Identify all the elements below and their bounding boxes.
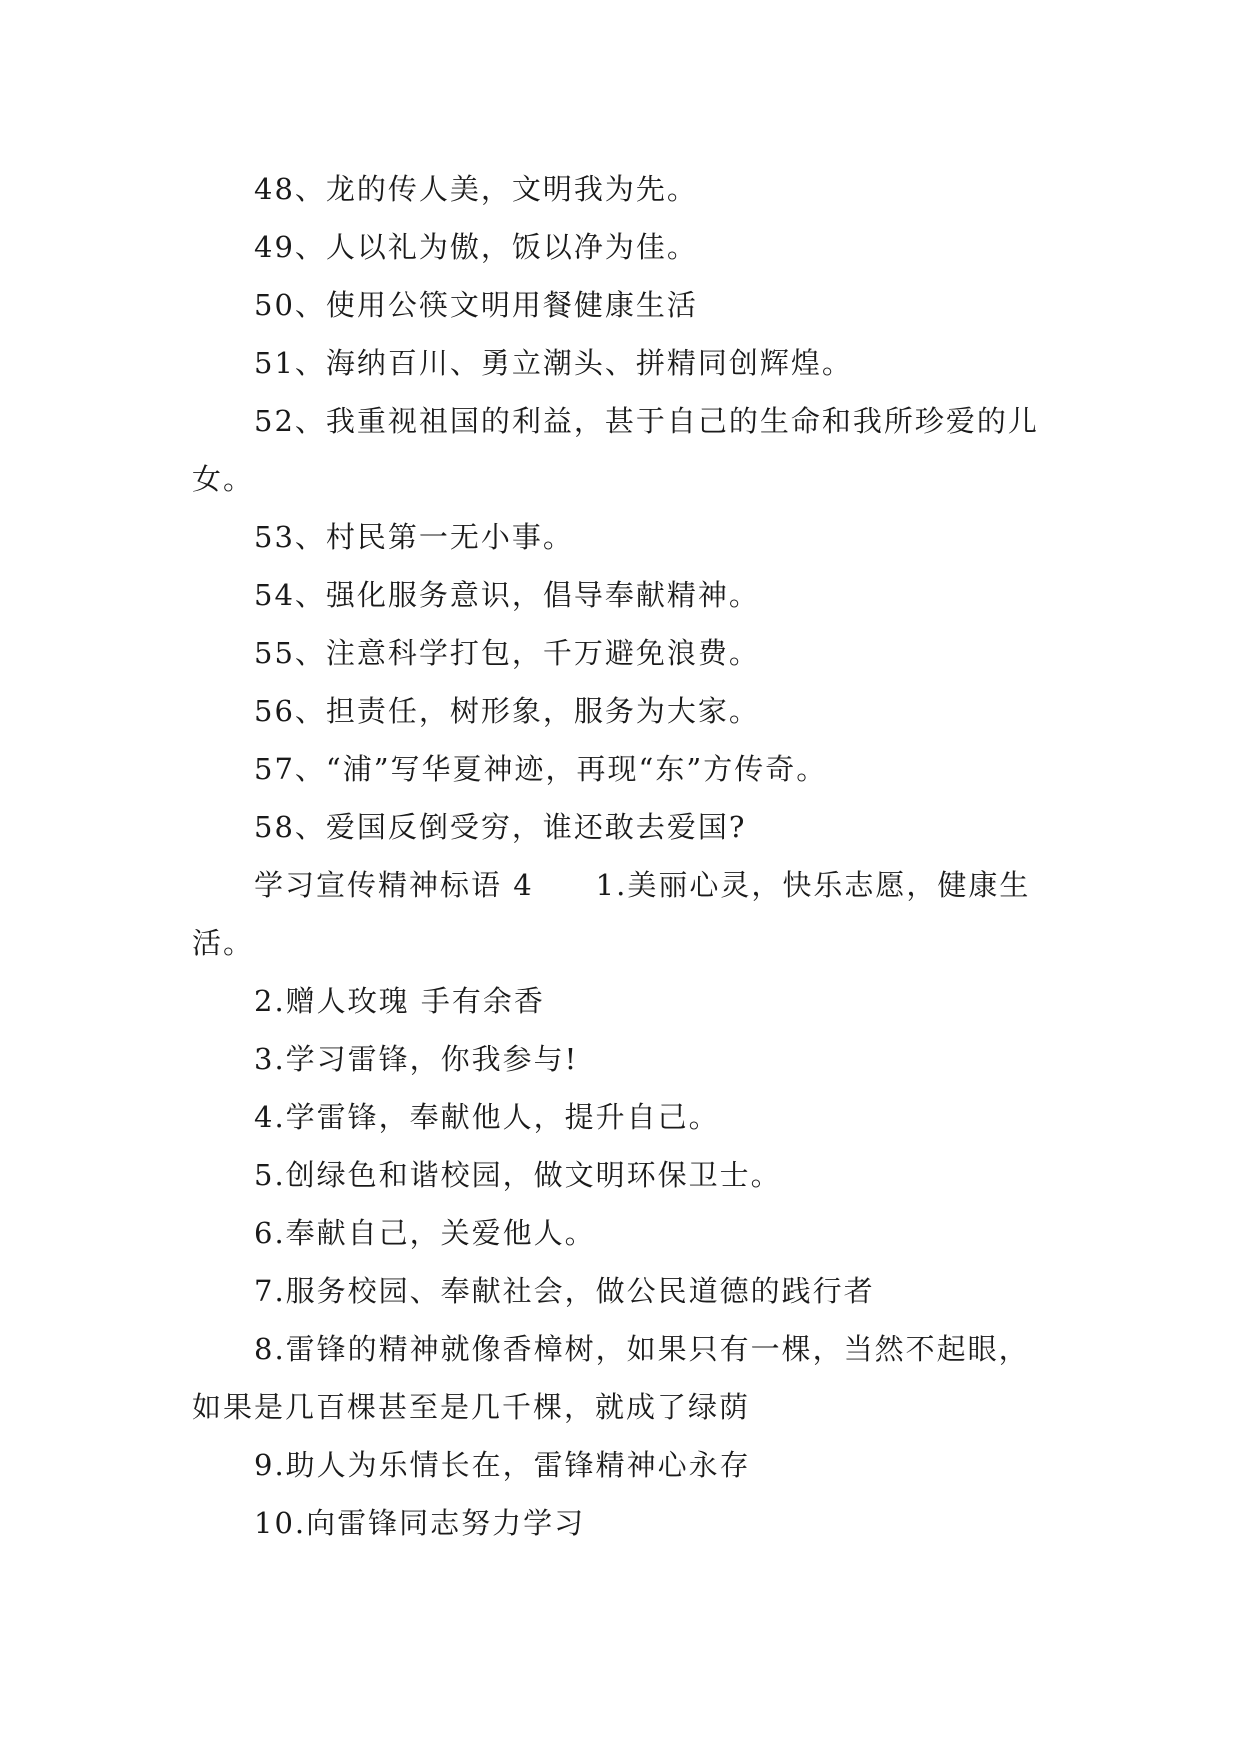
slogan-55: 55、注意科学打包，千万避免浪费。 — [254, 636, 760, 670]
slogan-52: 52、我重视祖国的利益，甚于自己的生命和我所珍爱的儿女。 — [192, 404, 1039, 496]
slogan-54: 54、强化服务意识，倡导奉献精神。 — [254, 578, 760, 612]
slogan-48: 48、龙的传人美，文明我为先。 — [254, 172, 698, 206]
slogan-58: 58、爱国反倒受穷，谁还敢去爱国? — [254, 810, 747, 844]
slogan-50: 50、使用公筷文明用餐健康生活 — [254, 288, 698, 322]
slogan-4: 4.学雷锋，奉献他人，提升自己。 — [254, 1100, 720, 1134]
slogan-3: 3.学习雷锋，你我参与! — [254, 1042, 579, 1076]
slogan-53: 53、村民第一无小事。 — [254, 520, 574, 554]
slogan-8: 8.雷锋的精神就像香樟树，如果只有一棵，当然不起眼，如果是几百棵甚至是几千棵，就成了绿荫 — [192, 1332, 1030, 1424]
slogan-5: 5.创绿色和谐校园，做文明环保卫士。 — [254, 1158, 782, 1192]
slogan-7: 7.服务校园、奉献社会，做公民道德的践行者 — [254, 1274, 875, 1308]
slogan-10: 10.向雷锋同志努力学习 — [254, 1506, 586, 1540]
slogan-56: 56、担责任，树形象，服务为大家。 — [254, 694, 760, 728]
slogan-2: 2.赠人玫瑰 手有余香 — [254, 984, 545, 1018]
slogan-57: 57、“浦”写华夏神迹，再现“东”方传奇。 — [254, 752, 828, 786]
slogan-51: 51、海纳百川、勇立潮头、拼精同创辉煌。 — [254, 346, 853, 380]
document-body — [192, 160, 1052, 1552]
section-4-heading-and-slogan-1: 学习宣传精神标语 4 1.美丽心灵，快乐志愿，健康生活。 — [192, 868, 1031, 960]
slogan-9: 9.助人为乐情长在，雷锋精神心永存 — [254, 1448, 751, 1482]
slogan-6: 6.奉献自己，关爱他人。 — [254, 1216, 596, 1250]
slogan-49: 49、人以礼为傲，饭以净为佳。 — [254, 230, 698, 264]
